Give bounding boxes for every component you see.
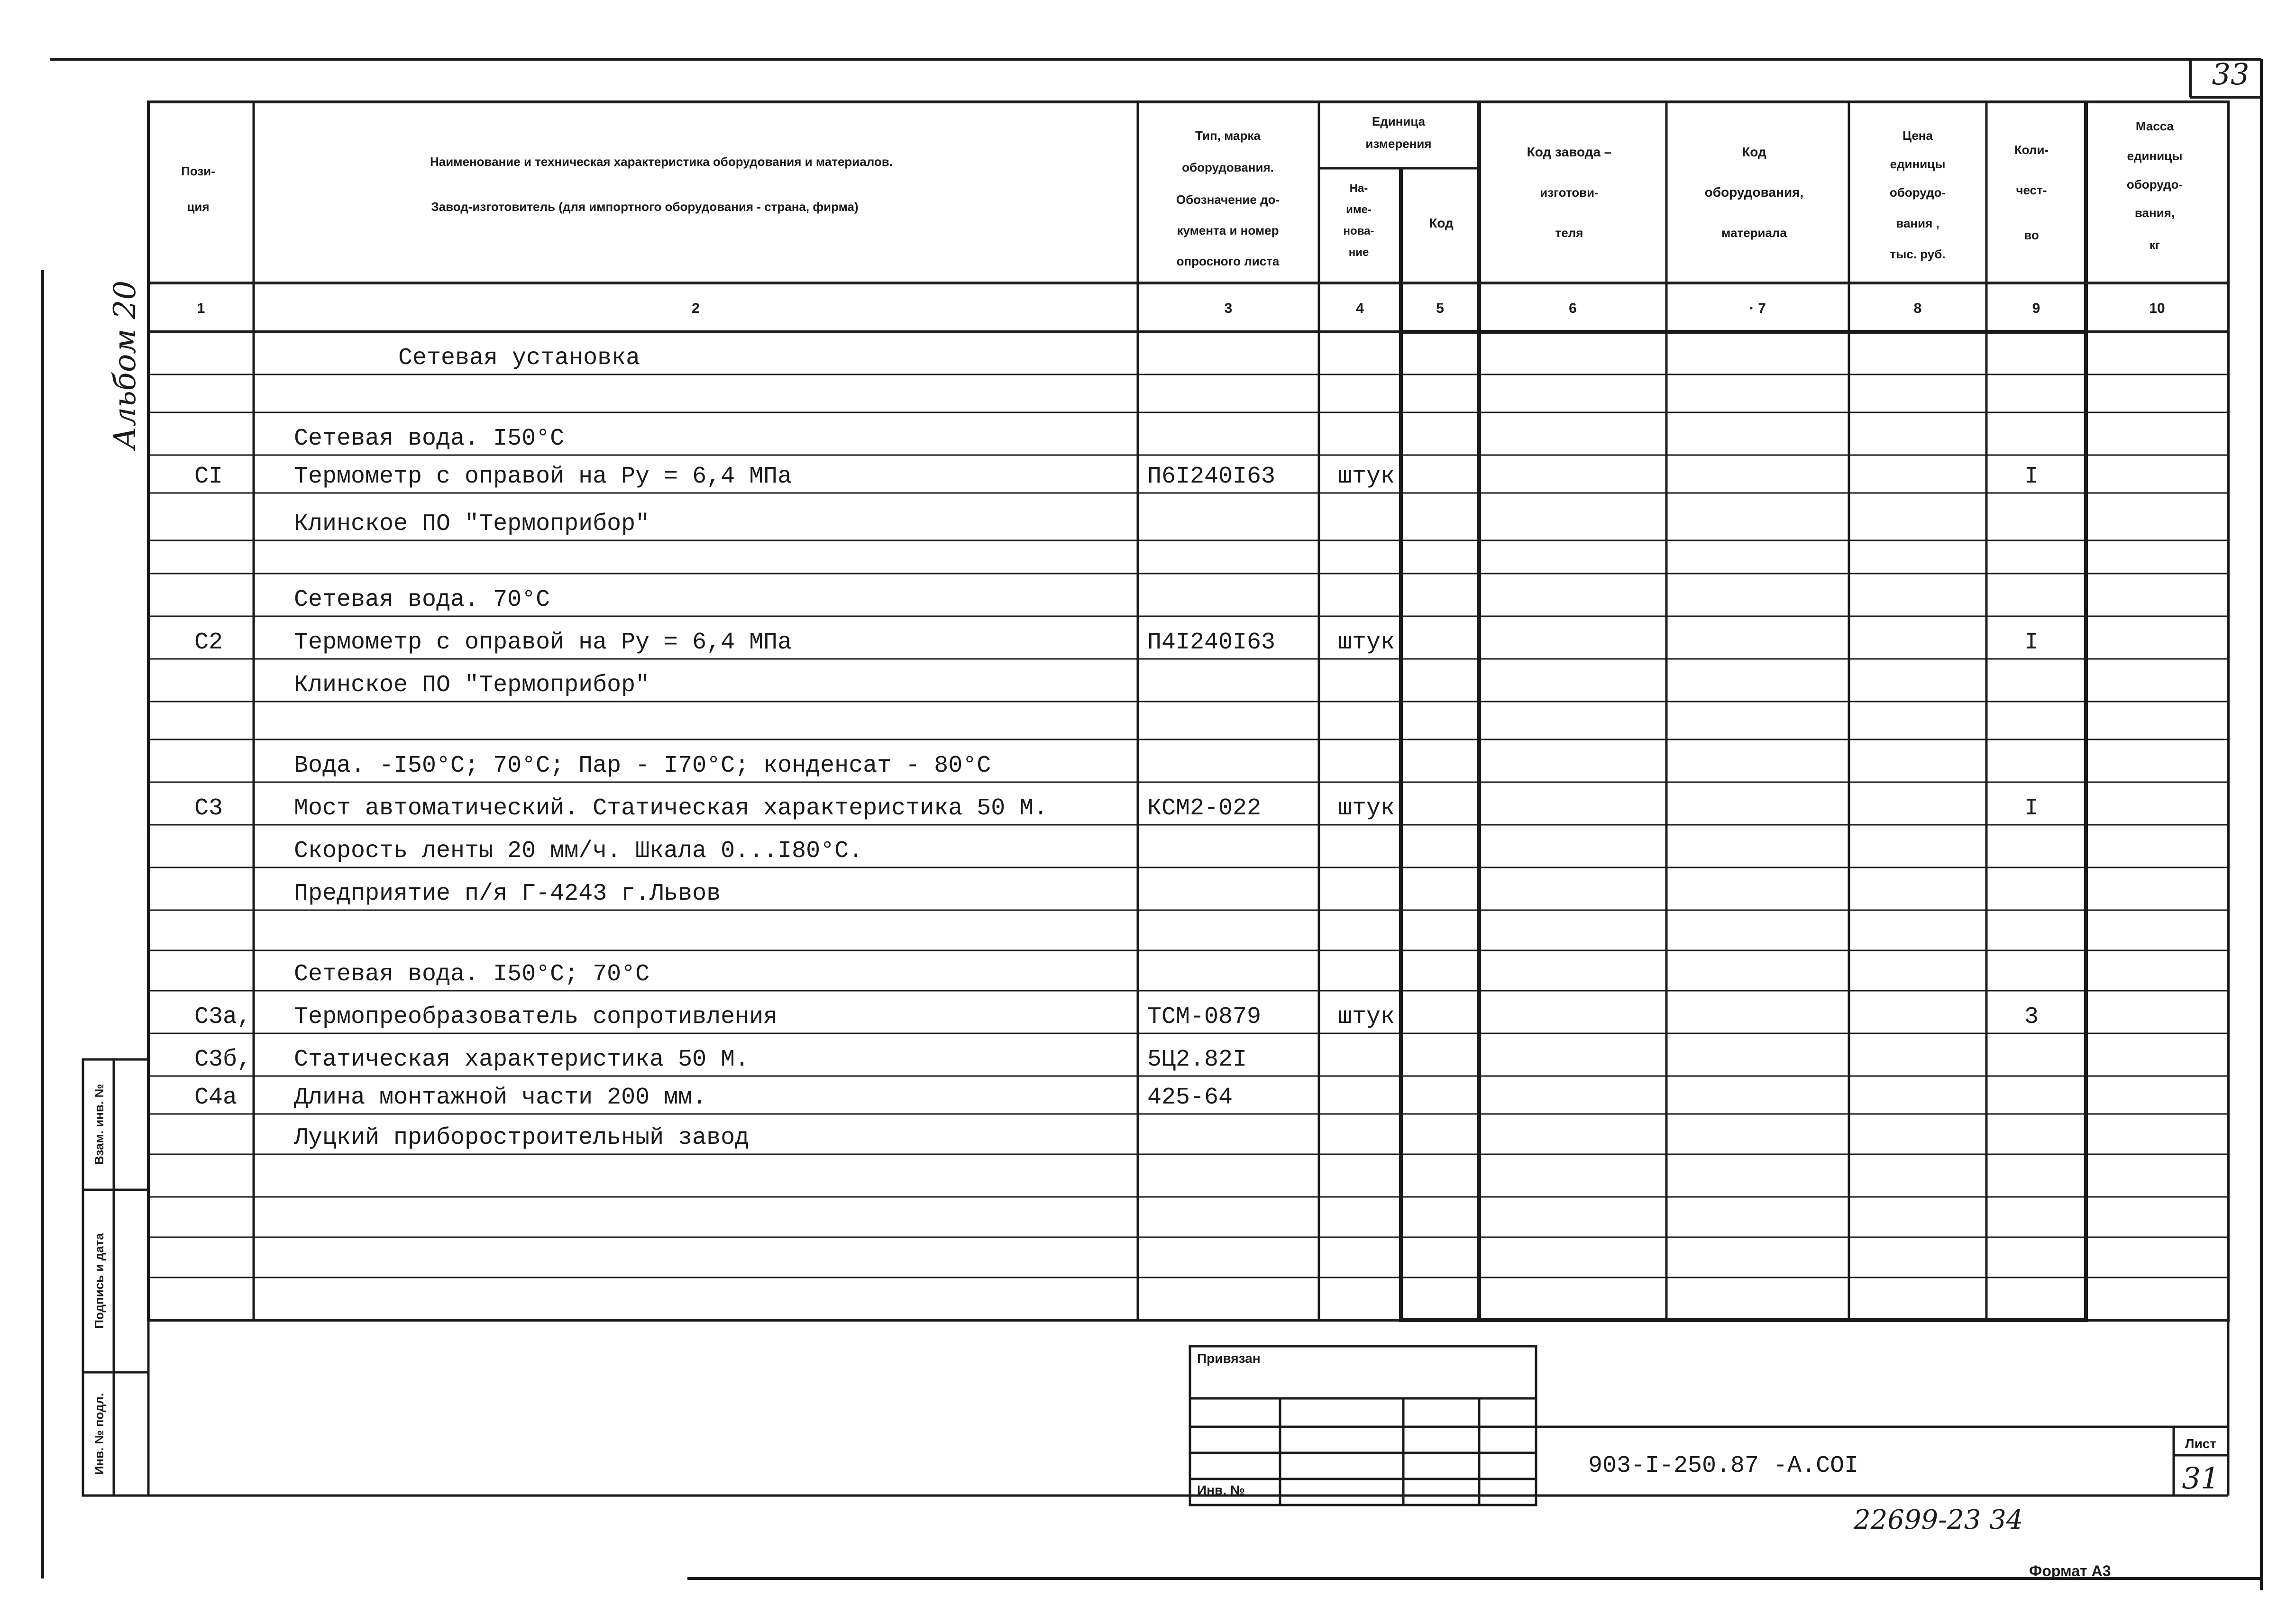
svg-text:нова-: нова- bbox=[1343, 225, 1374, 237]
row-type: 425-64 bbox=[1147, 1084, 1233, 1111]
svg-text:Код: Код bbox=[1742, 145, 1766, 159]
table-row bbox=[294, 586, 550, 613]
svg-text:во: во bbox=[2024, 228, 2039, 242]
svg-text:Тип, марка: Тип, марка bbox=[1195, 128, 1261, 143]
table-row bbox=[294, 511, 649, 538]
svg-text:кумента и номер: кумента и номер bbox=[1177, 223, 1279, 237]
column-number: 10 bbox=[2149, 301, 2165, 316]
row-quantity: I bbox=[2024, 463, 2039, 490]
header-price bbox=[1890, 128, 1946, 261]
table-row bbox=[194, 629, 2039, 656]
row-name: Сетевая вода. I50°C; 70°C bbox=[294, 961, 650, 988]
header-unit bbox=[1344, 114, 1454, 259]
svg-text:Пози-: Пози- bbox=[181, 164, 215, 178]
row-name: Клинское ПО "Термоприбор" bbox=[294, 511, 650, 538]
svg-text:опросного листа: опросного листа bbox=[1176, 254, 1280, 268]
privyazan-label: Привязан bbox=[1197, 1351, 1261, 1366]
row-position: C3б, bbox=[194, 1046, 252, 1073]
svg-text:единицы: единицы bbox=[2127, 149, 2183, 163]
svg-text:Завод-изготовитель (для импор: Завод-изготовитель (для импортного оборудования - страна, фирма) bbox=[431, 200, 859, 214]
row-name: Скорость ленты 20 мм/ч. Шкала 0...I80°C. bbox=[294, 838, 863, 865]
column-number: 4 bbox=[1356, 301, 1364, 316]
svg-text:оборудо-: оборудо- bbox=[2126, 177, 2183, 192]
svg-text:Цена: Цена bbox=[1903, 128, 1933, 143]
row-name: Термопреобразователь сопротивления bbox=[294, 1004, 778, 1031]
row-position: C2 bbox=[194, 629, 223, 656]
row-type: ТСМ-0879 bbox=[1147, 1004, 1262, 1031]
svg-text:изготови-: изготови- bbox=[1540, 185, 1599, 200]
table-row bbox=[194, 1004, 2039, 1031]
table-row bbox=[294, 880, 721, 907]
row-type: П4I240I63 bbox=[1147, 629, 1276, 656]
document-code: 903-I-250.87 -А.COI bbox=[1588, 1452, 1859, 1479]
svg-text:оборудования,: оборудования, bbox=[1704, 185, 1804, 200]
row-name: Термометр с оправой на Ру = 6,4 МПа bbox=[294, 629, 792, 656]
row-name: Предприятие п/я Г-4243 г.Львов bbox=[294, 880, 721, 907]
row-quantity: I bbox=[2024, 795, 2039, 822]
svg-text:име-: име- bbox=[1346, 203, 1372, 216]
column-number: 1 bbox=[197, 301, 205, 316]
row-name: Термометр с оправой на Ру = 6,4 МПа bbox=[294, 463, 792, 490]
header-equip-code bbox=[1705, 145, 1804, 240]
stamp-replacement-inv: Взам. инв. № bbox=[92, 1084, 106, 1165]
table-row bbox=[194, 795, 2039, 822]
row-type: КСМ2-022 bbox=[1147, 795, 1262, 822]
table-row bbox=[294, 961, 649, 988]
column-number: 9 bbox=[2032, 301, 2040, 316]
svg-text:ция: ция bbox=[187, 200, 210, 214]
table-row bbox=[294, 752, 991, 779]
header-mass bbox=[2127, 119, 2183, 252]
svg-text:чест-: чест- bbox=[2016, 183, 2047, 197]
row-name: Вода. -I50°C; 70°C; Пар - I70°C; конденсат - 80°C bbox=[294, 752, 991, 779]
row-position: C3а, bbox=[194, 1004, 252, 1031]
column-numbers-row bbox=[197, 301, 2165, 316]
row-name: Длина монтажной части 200 мм. bbox=[294, 1084, 707, 1111]
row-name: Сетевая вода. 70°C bbox=[294, 586, 550, 613]
table-row bbox=[398, 345, 640, 372]
svg-text:кг: кг bbox=[2149, 239, 2160, 252]
row-unit: штук bbox=[1338, 795, 1395, 822]
column-number: 6 bbox=[1569, 301, 1577, 316]
row-quantity: 3 bbox=[2024, 1004, 2039, 1031]
table-row bbox=[294, 672, 649, 699]
column-number: 5 bbox=[1436, 301, 1444, 316]
row-quantity: I bbox=[2024, 629, 2039, 656]
header-qty bbox=[2014, 143, 2049, 242]
svg-text:ние: ние bbox=[1348, 246, 1369, 259]
spec-table-body bbox=[194, 345, 2039, 1151]
column-number: · 7 bbox=[1749, 301, 1766, 316]
row-unit: штук bbox=[1338, 463, 1395, 490]
album-label: Альбом 20 bbox=[108, 280, 143, 450]
table-row bbox=[293, 1124, 749, 1151]
stamp-original-inv: Инв. № подл. bbox=[92, 1393, 106, 1475]
row-unit: штук bbox=[1338, 1004, 1395, 1031]
sheet-label: Лист bbox=[2185, 1436, 2217, 1451]
table-row bbox=[294, 425, 564, 452]
header-mfr-code bbox=[1527, 145, 1612, 240]
svg-text:тыс. руб.: тыс. руб. bbox=[1890, 247, 1946, 261]
column-number: 3 bbox=[1224, 301, 1233, 316]
inv-number-label: Инв. № bbox=[1197, 1483, 1245, 1497]
svg-text:Код: Код bbox=[1429, 216, 1454, 230]
table-row bbox=[294, 838, 863, 865]
svg-text:единицы: единицы bbox=[1890, 157, 1946, 171]
svg-text:оборудо-: оборудо- bbox=[1889, 185, 1946, 200]
row-name: Сетевая вода. I50°C bbox=[294, 425, 565, 452]
row-name: Луцкий приборостроительный завод bbox=[294, 1124, 750, 1151]
row-unit: штук bbox=[1338, 629, 1395, 656]
table-row bbox=[194, 463, 2039, 490]
svg-text:вания,: вания, bbox=[2134, 206, 2175, 220]
svg-text:Наименование и техническая хар: Наименование и техническая характеристика оборудования и материалов. bbox=[430, 155, 893, 169]
header-type bbox=[1176, 128, 1280, 268]
svg-text:оборудования.: оборудования. bbox=[1182, 160, 1274, 174]
row-type: 5Ц2.82I bbox=[1147, 1046, 1247, 1073]
svg-text:На-: На- bbox=[1349, 182, 1368, 195]
top-sheet-number: 33 bbox=[2212, 57, 2250, 91]
row-position: CI bbox=[194, 463, 223, 490]
column-number: 8 bbox=[1913, 301, 1922, 316]
row-name: Сетевая установка bbox=[398, 345, 640, 372]
format-label: Формат А3 bbox=[2029, 1562, 2111, 1579]
column-number: 2 bbox=[692, 301, 700, 316]
svg-text:вания ,: вания , bbox=[1896, 216, 1939, 230]
svg-text:материала: материала bbox=[1721, 226, 1787, 240]
row-name: Клинское ПО "Термоприбор" bbox=[294, 672, 650, 699]
svg-text:Масса: Масса bbox=[2135, 119, 2174, 133]
stamp-signature-date: Подпись и дата bbox=[92, 1233, 106, 1329]
row-type: П6I240I63 bbox=[1147, 463, 1276, 490]
svg-text:Коли-: Коли- bbox=[2014, 143, 2049, 157]
svg-text:измерения: измерения bbox=[1365, 137, 1432, 151]
svg-text:Код завода –: Код завода – bbox=[1527, 145, 1612, 159]
header-pos bbox=[181, 164, 215, 214]
table-header bbox=[181, 114, 2183, 268]
svg-text:Единица: Единица bbox=[1372, 114, 1426, 128]
row-position: C4а bbox=[194, 1084, 238, 1111]
row-name: Мост автоматический. Статическая характеристика 50 М. bbox=[294, 795, 1048, 822]
sheet-value: 31 bbox=[2182, 1461, 2220, 1496]
columns-5-9-box bbox=[1401, 332, 2086, 1320]
row-name: Статическая характеристика 50 М. bbox=[294, 1046, 750, 1073]
header-name bbox=[430, 155, 893, 214]
table-row bbox=[194, 1046, 1247, 1073]
row-position: C3 bbox=[194, 795, 223, 822]
svg-text:Обозначение до-: Обозначение до- bbox=[1176, 192, 1280, 207]
svg-text:теля: теля bbox=[1555, 226, 1583, 240]
archive-number: 22699-23 34 bbox=[1854, 1505, 2023, 1535]
table-row bbox=[194, 1084, 1233, 1111]
